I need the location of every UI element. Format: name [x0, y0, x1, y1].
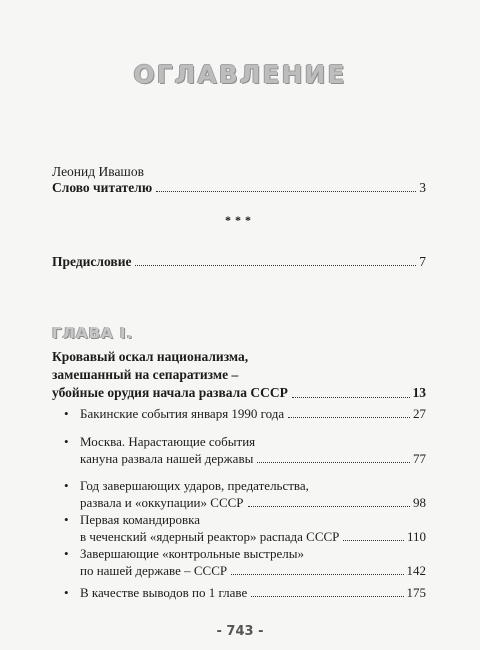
page-title: ОГЛАВЛЕНИЕ [133, 60, 347, 89]
chapter-heading-line: Кровавый оскал национализма, [52, 349, 249, 364]
subitem-line: в чеченский «ядерный реактор» распада СССР [80, 529, 340, 544]
subitem-page: 77 [413, 451, 426, 466]
leader-dots [248, 506, 410, 507]
author-name: Леонид Ивашов [52, 164, 144, 179]
subitem-page: 98 [413, 495, 426, 510]
chapter-page: 13 [412, 385, 426, 400]
toc-entry-label: Предисловие [52, 254, 132, 269]
toc-subitem[interactable] [64, 584, 426, 601]
bullet-icon: • [64, 546, 69, 561]
leader-dots [251, 596, 403, 597]
leader-dots [257, 462, 410, 463]
leader-dots [135, 265, 416, 266]
subitem-line: Москва. Нарастающие события [80, 434, 256, 449]
toc-subitem[interactable] [64, 477, 426, 511]
leader-dots [343, 540, 404, 541]
toc-entry-preface[interactable] [52, 254, 426, 269]
toc-entry-label: Слово читателю [52, 180, 153, 195]
section-separator: *** [225, 213, 255, 227]
subitem-line: Первая командировка [80, 512, 200, 527]
toc-subitem[interactable] [64, 545, 426, 579]
subitem-line: по нашей державе – СССР [80, 563, 228, 578]
subitem-line: Бакинские события января 1990 года [80, 406, 285, 421]
subitem-page: 142 [406, 563, 426, 578]
subitem-page: 27 [413, 406, 426, 421]
bullet-icon: • [64, 434, 69, 449]
page-number: - 743 - [216, 624, 264, 639]
leader-dots [292, 397, 410, 398]
subitem-line: Завершающие «контрольные выстрелы» [80, 546, 304, 561]
subitem-page: 110 [406, 529, 426, 544]
subitem-line: кануна развала нашей державы [80, 451, 254, 466]
leader-dots [288, 417, 410, 418]
leader-dots [156, 191, 416, 192]
bullet-icon: • [64, 585, 69, 600]
toc-subitem[interactable] [64, 405, 426, 422]
bullet-icon: • [64, 478, 69, 493]
toc-subitem[interactable] [64, 433, 426, 467]
toc-entry-foreword-reader[interactable] [52, 180, 426, 195]
chapter-heading-line: убойные орудия начала развала СССР [52, 385, 288, 400]
bullet-icon: • [64, 512, 69, 527]
chapter-heading-line: замешанный на сепаратизме – [52, 367, 239, 382]
subitem-page: 175 [406, 585, 426, 600]
subitem-line: Год завершающих ударов, предательства, [80, 478, 309, 493]
toc-entry-page: 7 [419, 254, 426, 269]
subitem-line: В качестве выводов по 1 главе [80, 585, 248, 600]
chapter-heading[interactable] [52, 348, 426, 402]
toc-subitem[interactable] [64, 511, 426, 545]
bullet-icon: • [64, 406, 69, 421]
subitem-line: развала и «оккупации» СССР [80, 495, 244, 510]
chapter-title: ГЛАВА I. [52, 324, 134, 342]
leader-dots [231, 574, 403, 575]
toc-entry-page: 3 [419, 180, 426, 195]
